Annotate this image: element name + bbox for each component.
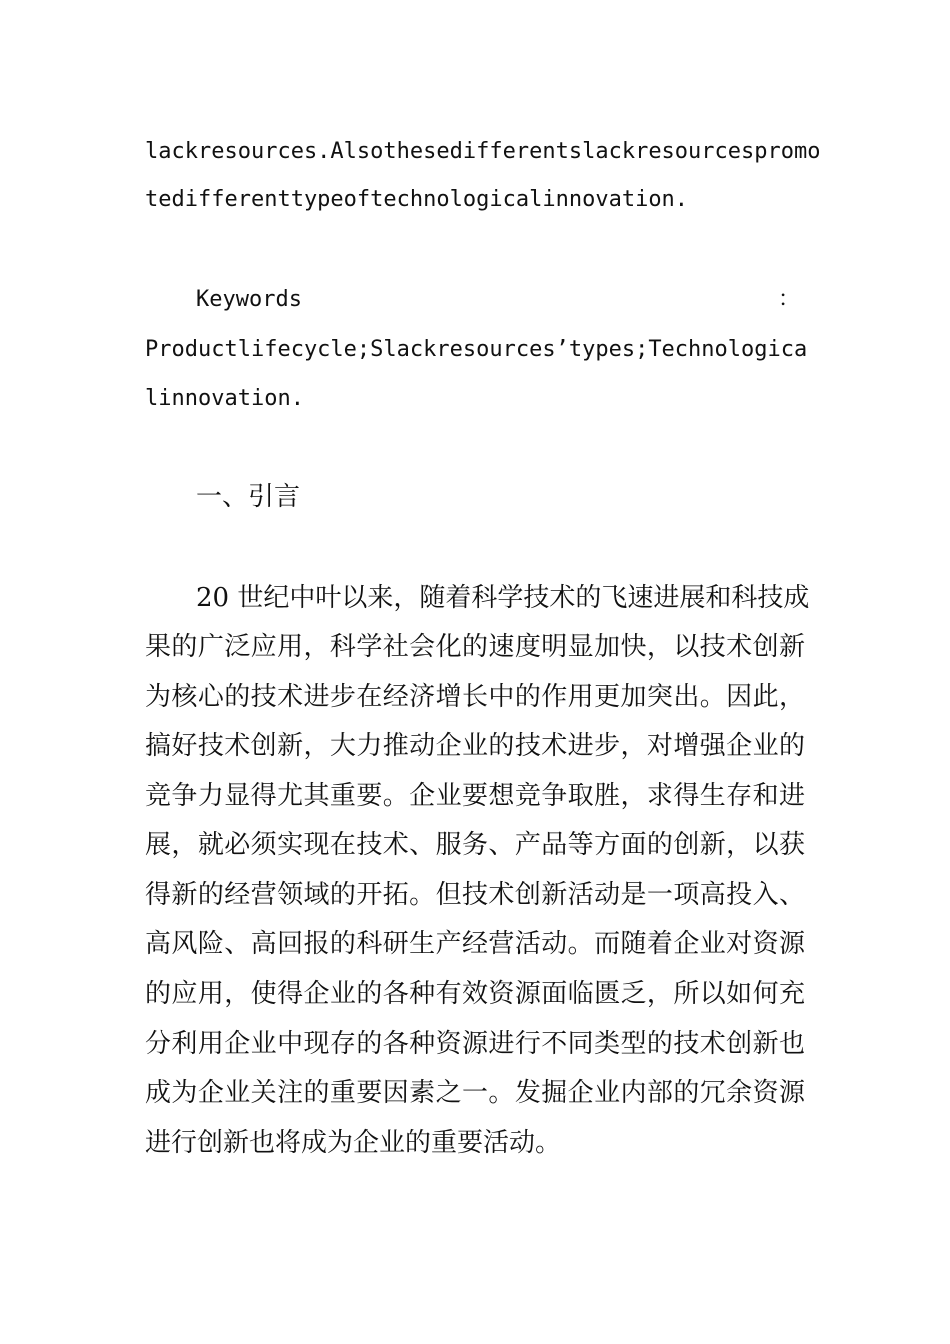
paragraph-line: 20 世纪中叶以来，随着科学技术的飞速进展和科技成 (196, 583, 810, 613)
paragraph-line: 成为企业关注的重要因素之一。发掘企业内部的冗余资源 (145, 1078, 805, 1108)
paragraph-line: 展，就必须实现在技术、服务、产品等方面的创新，以获 (145, 830, 805, 860)
abstract-line-2: tedifferenttypeoftechnologicalinnovation. (145, 187, 689, 212)
abstract-line-1: lackresources.Alsothesedifferentslackresourcespromo (145, 139, 821, 164)
paragraph-line: 进行创新也将成为企业的重要活动。 (145, 1128, 562, 1158)
paragraph-line: 搞好技术创新，大力推动企业的技术进步，对增强企业的 (145, 731, 805, 761)
keywords-line-1: Productlifecycle;Slackresources’types;Technologica (145, 337, 808, 362)
section-heading: 一、引言 (196, 482, 301, 512)
keywords-line-2: linnovation. (145, 386, 304, 411)
paragraph-line: 竞争力显得尤其重要。企业要想竞争取胜，求得生存和进 (145, 781, 805, 811)
paragraph-line: 高风险、高回报的科研生产经营活动。而随着企业对资源 (145, 929, 805, 959)
paragraph-line: 分利用企业中现存的各种资源进行不同类型的技术创新也 (145, 1029, 805, 1059)
paragraph-line: 的应用，使得企业的各种有效资源面临匮乏，所以如何充 (145, 979, 805, 1009)
paragraph-line: 得新的经营领域的开拓。但技术创新活动是一项高投入、 (145, 880, 805, 910)
keywords-colon: ： (778, 287, 801, 312)
paragraph-line: 果的广泛应用，科学社会化的速度明显加快，以技术创新 (145, 632, 805, 662)
keywords-label: Keywords (196, 287, 302, 312)
paragraph-line: 为核心的技术进步在经济增长中的作用更加突出。因此， (145, 682, 805, 712)
